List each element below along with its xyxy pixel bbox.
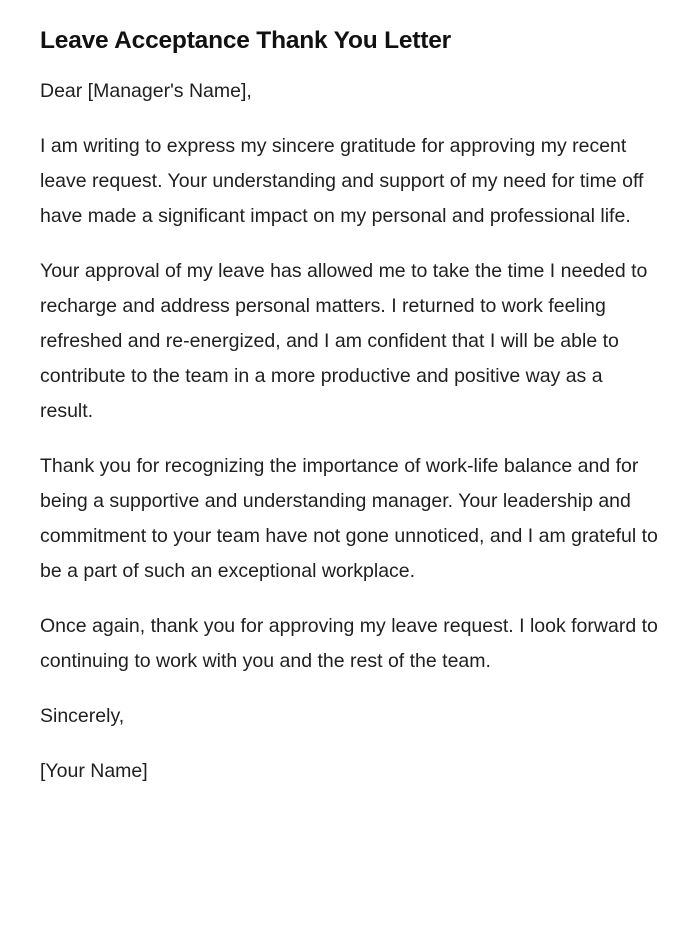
letter-paragraph-4: Once again, thank you for approving my leave request. I look forward to continuing to work with you and the rest of the team. [40, 615, 658, 672]
letter-salutation: Dear [Manager's Name], [40, 80, 252, 102]
letter-title: Leave Acceptance Thank You Letter [40, 27, 451, 54]
letter-paragraph-2: Your approval of my leave has allowed me to take the time I needed to recharge and address personal matters. I returned to work feeling refreshed and re-energized, and I am confident that I will be able to contribute to the team in a more productive and positive way as a result. [40, 260, 648, 422]
letter-paragraph-1: I am writing to express my sincere gratitude for approving my recent leave request. Your understanding and support of my need for time off have made a significant impact on my personal and professional life. [40, 135, 644, 227]
letter-signature: [Your Name] [40, 760, 148, 782]
letter-paragraph-3: Thank you for recognizing the importance of work-life balance and for being a supportive and understanding manager. Your leadership and commitment to your team have not gone unnoticed, and I am grateful to be a part of such an exceptional workplace. [40, 455, 658, 582]
letter-closing: Sincerely, [40, 705, 125, 727]
